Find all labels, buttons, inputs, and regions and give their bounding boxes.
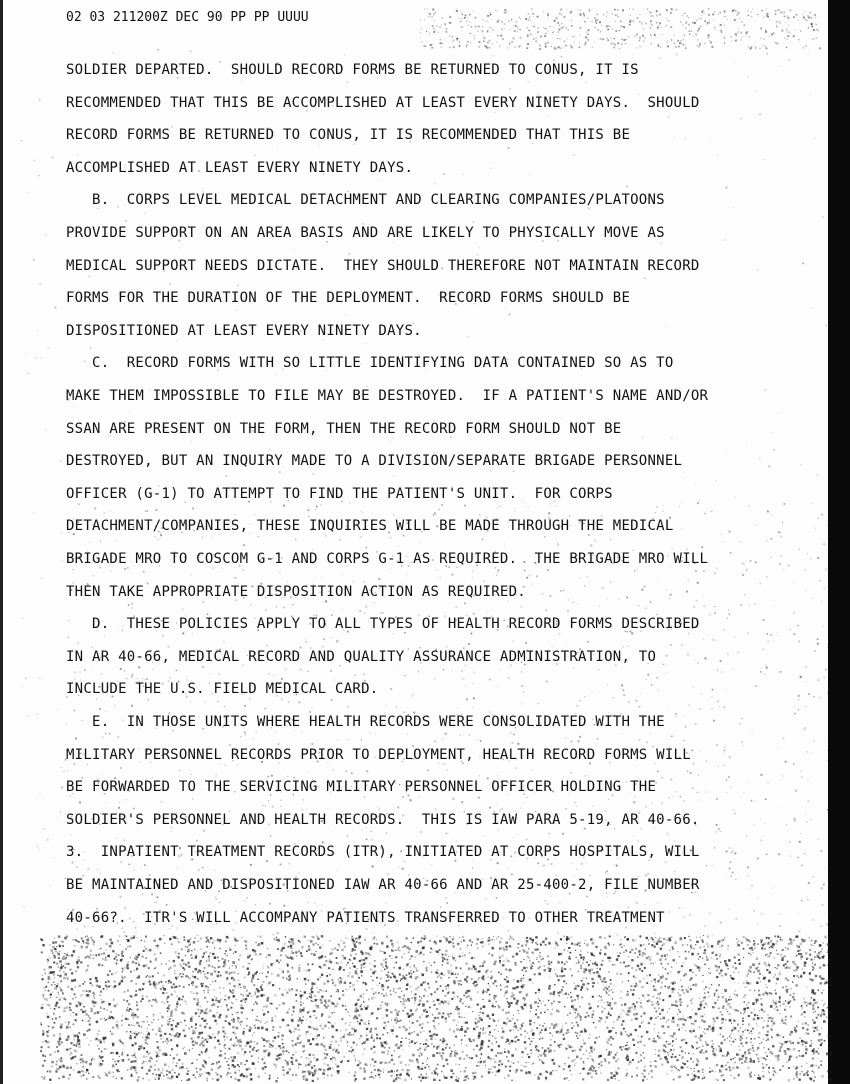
memo-line: SOLDIER DEPARTED. SHOULD RECORD FORMS BE RETURNED TO CONUS, IT IS (66, 62, 639, 78)
memo-line: DETACHMENT/COMPANIES, THESE INQUIRIES WILL BE MADE THROUGH THE MEDICAL (66, 518, 674, 535)
memo-line: E. IN THOSE UNITS WHERE HEALTH RECORDS WERE CONSOLIDATED WITH THE (66, 714, 665, 730)
memo-line: PROVIDE SUPPORT ON AN AREA BASIS AND ARE LIKELY TO PHYSICALLY MOVE AS (66, 225, 665, 241)
memo-line: BE FORWARDED TO THE SERVICING MILITARY PERSONNEL OFFICER HOLDING THE (66, 779, 657, 796)
memo-line: SOLDIER'S PERSONNEL AND HEALTH RECORDS. THIS IS IAW PARA 5-19, AR 40-66. (66, 811, 700, 828)
memo-line: MAKE THEM IMPOSSIBLE TO FILE MAY BE DESTROYED. IF A PATIENT'S NAME AND/OR (66, 388, 709, 404)
memo-line: IN AR 40-66, MEDICAL RECORD AND QUALITY ASSURANCE ADMINISTRATION, TO (66, 648, 657, 665)
memo-line: RECORD FORMS BE RETURNED TO CONUS, IT IS RECOMMENDED THAT THIS BE (66, 127, 631, 144)
memo-line: THEN TAKE APPROPRIATE DISPOSITION ACTION AS REQUIRED. (66, 583, 526, 600)
memo-line: DESTROYED, BUT AN INQUIRY MADE TO A DIVISION/SEPARATE BRIGADE PERSONNEL (66, 453, 683, 470)
memo-line: SSAN ARE PRESENT ON THE FORM, THEN THE RECORD FORM SHOULD NOT BE (66, 420, 622, 437)
memo-line: ACCOMPLISHED AT LEAST EVERY NINETY DAYS. (66, 159, 414, 176)
memo-line: MEDICAL SUPPORT NEEDS DICTATE. THEY SHOULD THEREFORE NOT MAINTAIN RECORD (66, 257, 700, 274)
memo-line: BE MAINTAINED AND DISPOSITIONED IAW AR 40-66 AND AR 25-400-2, FILE NUMBER (66, 877, 700, 893)
fax-header: 02 03 211200Z DEC 90 PP PP UUUU (66, 10, 309, 25)
memo-line: RECOMMENDED THAT THIS BE ACCOMPLISHED AT LEAST EVERY NINETY DAYS. SHOULD (66, 94, 700, 111)
memo-line: C. RECORD FORMS WITH SO LITTLE IDENTIFYING DATA CONTAINED SO AS TO (66, 355, 674, 372)
memo-line: D. THESE POLICIES APPLY TO ALL TYPES OF HEALTH RECORD FORMS DESCRIBED (66, 616, 700, 633)
memo-line: MILITARY PERSONNEL RECORDS PRIOR TO DEPLOYMENT, HEALTH RECORD FORMS WILL (66, 746, 691, 763)
memo-line: B. CORPS LEVEL MEDICAL DETACHMENT AND CLEARING COMPANIES/PLATOONS (66, 192, 665, 209)
memo-line: 3. INPATIENT TREATMENT RECORDS (ITR), INITIATED AT CORPS HOSPITALS, WILL (66, 844, 700, 861)
memo-line: INCLUDE THE U.S. FIELD MEDICAL CARD. (66, 681, 379, 698)
memo-line: DISPOSITIONED AT LEAST EVERY NINETY DAYS. (66, 322, 422, 339)
memo-line: FORMS FOR THE DURATION OF THE DEPLOYMENT. RECORD FORMS SHOULD BE (66, 290, 631, 307)
memo-line: 40-66?. ITR'S WILL ACCOMPANY PATIENTS TRANSFERRED TO OTHER TREATMENT (66, 909, 665, 926)
memo-line: OFFICER (G-1) TO ATTEMPT TO FIND THE PATIENT'S UNIT. FOR CORPS (66, 485, 613, 502)
memo-line: BRIGADE MRO TO COSCOM G-1 AND CORPS G-1 AS REQUIRED. THE BRIGADE MRO WILL (66, 551, 709, 567)
